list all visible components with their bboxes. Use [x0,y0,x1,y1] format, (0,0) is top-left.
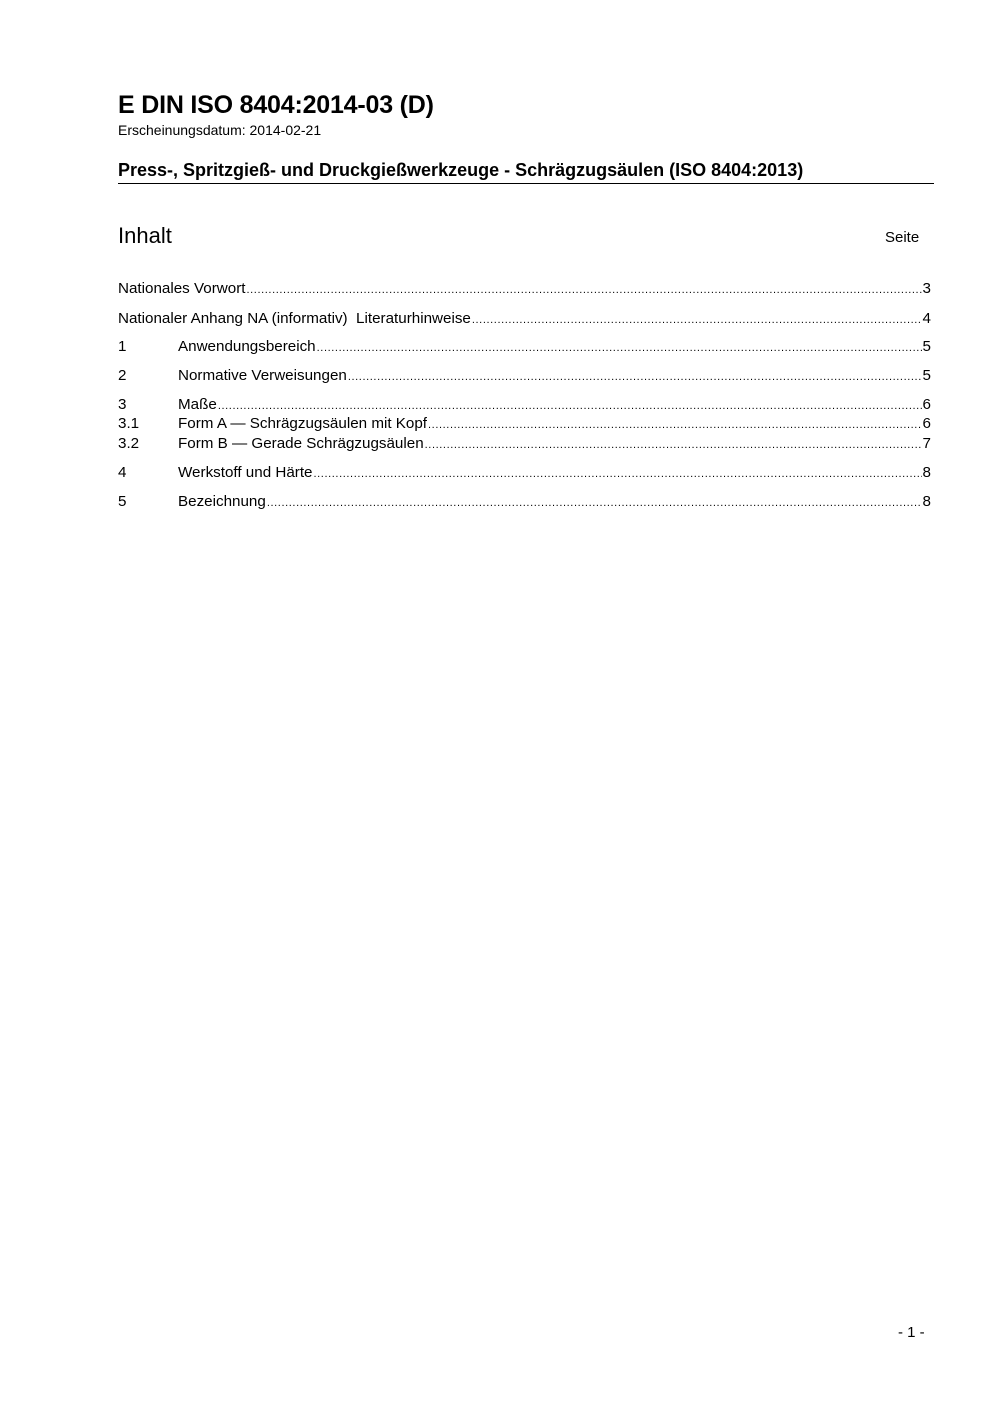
toc-dot-leader [317,339,922,357]
toc-entry-number: 3.2 [118,435,140,452]
toc-entry-number: 4 [118,464,127,481]
toc-entry-page: 8 [922,464,931,481]
publication-date: Erscheinungsdatum: 2014-02-21 [118,122,322,138]
toc-entry-form-a[interactable] [118,415,931,434]
toc-entry-number: 5 [118,493,127,510]
toc-entry-page: 5 [922,338,931,355]
toc-entry-page: 6 [922,415,931,432]
toc-entry-title: Werkstoff und Härte [178,464,313,481]
toc-entry-title: Normative Verweisungen [178,367,347,384]
toc-dot-leader [428,416,922,434]
toc-entry-page: 7 [922,435,931,452]
toc-entry-page: 3 [922,280,931,297]
toc-entry-page: 4 [922,310,931,327]
toc-dot-leader [348,368,922,386]
toc-entry-number: 2 [118,367,127,384]
toc-entry-title: Nationales Vorwort [118,280,246,297]
toc-entry-number: 3 [118,396,127,413]
toc-entry-title: Form A — Schrägzugsäulen mit Kopf [178,415,428,432]
toc-dot-leader [246,281,921,299]
toc-dot-leader [314,465,922,483]
toc-dot-leader [472,311,922,329]
toc-entry-normative-verweisungen[interactable] [118,367,931,386]
document-subject: Press-, Spritzgieß- und Druckgießwerkzeuge - Schrägzugsäulen (ISO 8404:2013) [118,160,804,180]
toc-entry-form-b[interactable] [118,435,931,454]
toc-entry-masse[interactable] [118,396,931,415]
page-number: - 1 - [898,1324,925,1341]
toc-entry-title: Form B — Gerade Schrägzugsäulen [178,435,424,452]
toc-dot-leader [267,494,922,512]
toc-entry-number: 1 [118,338,127,355]
document-id: E DIN ISO 8404:2014-03 (D) [118,91,434,119]
toc-entry-number: 3.1 [118,415,140,432]
toc-entry-title: Maße [178,396,217,413]
toc-dot-leader [425,436,922,454]
toc-entry-page: 8 [922,493,931,510]
toc-entry-bezeichnung[interactable] [118,493,931,512]
toc-entry-title: Anwendungsbereich [178,338,316,355]
toc-entry-nationales-vorwort[interactable] [118,280,931,299]
toc-entry-title: Bezeichnung [178,493,266,510]
header-divider [118,183,934,184]
toc-entry-anwendungsbereich[interactable] [118,338,931,357]
toc-heading: Inhalt [118,223,172,248]
toc-entry-page: 5 [922,367,931,384]
toc-entry-nationaler-anhang[interactable] [118,310,931,329]
toc-page-column-label: Seite [885,229,920,246]
toc-entry-werkstoff-und-haerte[interactable] [118,464,931,483]
toc-dot-leader [218,397,922,415]
toc-entry-title: Nationaler Anhang NA (informativ) Literaturhinweise [118,310,471,327]
toc-entry-page: 6 [922,396,931,413]
